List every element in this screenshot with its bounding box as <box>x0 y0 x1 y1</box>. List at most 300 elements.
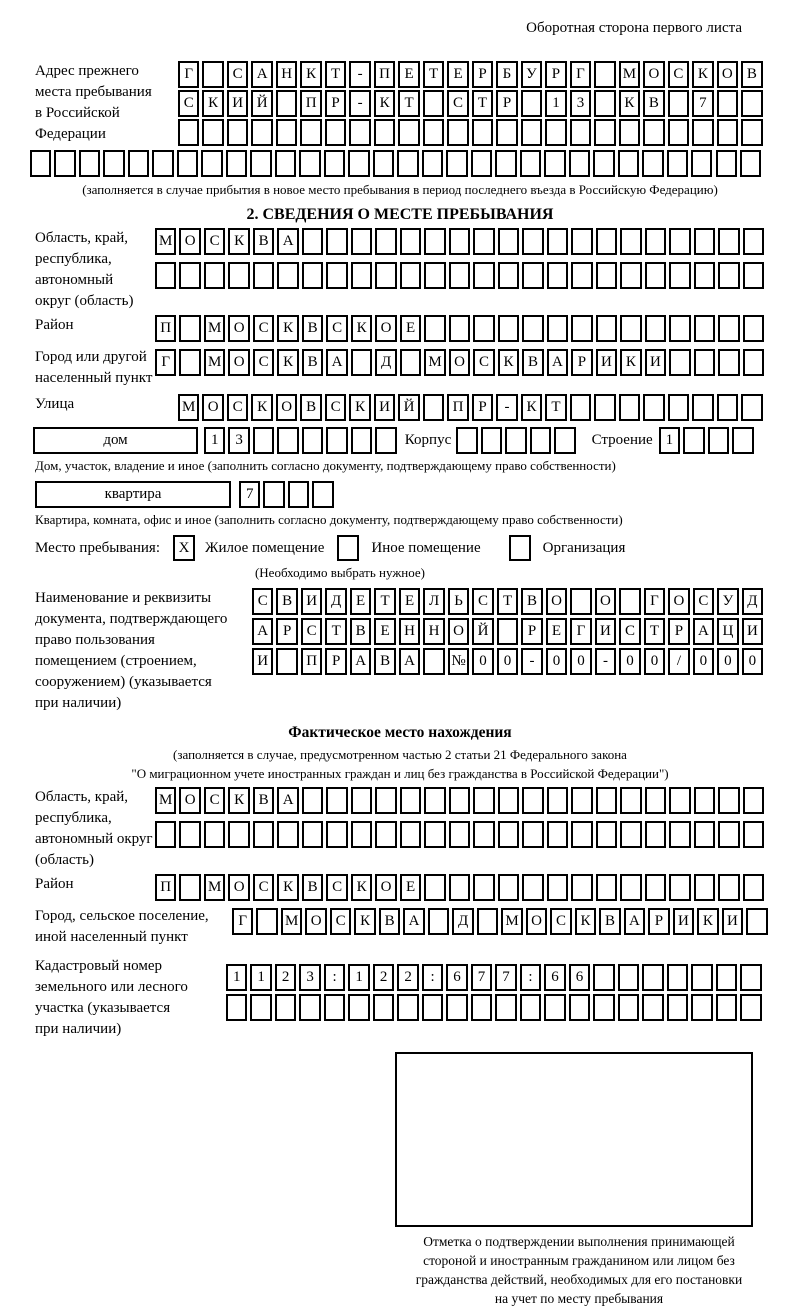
char-cell[interactable] <box>570 394 591 421</box>
char-cell[interactable]: С <box>550 908 571 935</box>
char-cell[interactable] <box>645 228 666 255</box>
char-cell[interactable] <box>594 90 615 117</box>
char-cell[interactable] <box>373 994 394 1021</box>
char-cell[interactable] <box>642 150 663 177</box>
char-cell[interactable]: - <box>521 648 542 675</box>
char-cell[interactable]: В <box>522 349 543 376</box>
char-cell[interactable]: И <box>645 349 666 376</box>
char-cell[interactable] <box>743 874 764 901</box>
char-cell[interactable] <box>446 150 467 177</box>
char-cell[interactable]: С <box>252 588 273 615</box>
char-cell[interactable]: Р <box>472 61 493 88</box>
char-cell[interactable] <box>302 787 323 814</box>
char-cell[interactable]: О <box>276 394 297 421</box>
char-cell[interactable] <box>544 994 565 1021</box>
char-cell[interactable]: 0 <box>546 648 567 675</box>
char-cell[interactable] <box>351 427 372 454</box>
char-cell[interactable] <box>325 119 346 146</box>
char-cell[interactable]: Е <box>447 61 468 88</box>
char-cell[interactable]: Д <box>375 349 396 376</box>
char-cell[interactable] <box>746 908 767 935</box>
char-cell[interactable] <box>178 119 199 146</box>
char-cell[interactable] <box>554 427 575 454</box>
char-cell[interactable] <box>619 119 640 146</box>
char-cell[interactable] <box>571 821 592 848</box>
char-cell[interactable] <box>351 228 372 255</box>
char-cell[interactable]: М <box>501 908 522 935</box>
char-cell[interactable] <box>716 150 737 177</box>
char-cell[interactable]: С <box>204 228 225 255</box>
char-cell[interactable] <box>683 427 704 454</box>
char-cell[interactable] <box>128 150 149 177</box>
char-cell[interactable] <box>226 994 247 1021</box>
char-cell[interactable] <box>743 262 764 289</box>
char-cell[interactable]: В <box>350 618 371 645</box>
char-cell[interactable]: К <box>498 349 519 376</box>
char-cell[interactable] <box>498 821 519 848</box>
char-cell[interactable]: С <box>178 90 199 117</box>
char-cell[interactable] <box>423 90 444 117</box>
char-cell[interactable] <box>619 588 640 615</box>
char-cell[interactable] <box>449 874 470 901</box>
char-cell[interactable] <box>449 228 470 255</box>
char-cell[interactable] <box>424 787 445 814</box>
char-cell[interactable]: С <box>227 61 248 88</box>
char-cell[interactable] <box>643 119 664 146</box>
char-cell[interactable]: К <box>521 394 542 421</box>
char-cell[interactable] <box>593 150 614 177</box>
char-cell[interactable]: Т <box>423 61 444 88</box>
char-cell[interactable]: 2 <box>275 964 296 991</box>
char-cell[interactable]: 2 <box>397 964 418 991</box>
char-cell[interactable] <box>596 228 617 255</box>
char-cell[interactable] <box>424 315 445 342</box>
char-cell[interactable]: С <box>253 315 274 342</box>
char-cell[interactable] <box>741 90 762 117</box>
char-cell[interactable] <box>645 262 666 289</box>
char-cell[interactable]: П <box>155 315 176 342</box>
char-cell[interactable]: С <box>326 874 347 901</box>
char-cell[interactable] <box>471 994 492 1021</box>
char-cell[interactable]: И <box>722 908 743 935</box>
char-cell[interactable] <box>545 119 566 146</box>
char-cell[interactable] <box>717 119 738 146</box>
char-cell[interactable] <box>397 994 418 1021</box>
char-cell[interactable] <box>103 150 124 177</box>
char-cell[interactable]: К <box>374 90 395 117</box>
char-cell[interactable] <box>276 648 297 675</box>
char-cell[interactable]: И <box>301 588 322 615</box>
char-cell[interactable]: Е <box>400 874 421 901</box>
char-cell[interactable]: М <box>619 61 640 88</box>
char-cell[interactable]: О <box>448 618 469 645</box>
char-cell[interactable]: А <box>403 908 424 935</box>
char-cell[interactable] <box>498 315 519 342</box>
char-cell[interactable] <box>449 821 470 848</box>
char-cell[interactable] <box>544 150 565 177</box>
char-cell[interactable]: Т <box>545 394 566 421</box>
char-cell[interactable] <box>253 427 274 454</box>
char-cell[interactable]: С <box>330 908 351 935</box>
char-cell[interactable]: О <box>595 588 616 615</box>
char-cell[interactable]: Е <box>374 618 395 645</box>
char-cell[interactable] <box>522 787 543 814</box>
char-cell[interactable]: 0 <box>472 648 493 675</box>
char-cell[interactable]: К <box>300 61 321 88</box>
char-cell[interactable] <box>619 394 640 421</box>
char-cell[interactable]: И <box>673 908 694 935</box>
char-cell[interactable]: О <box>228 349 249 376</box>
char-cell[interactable] <box>179 262 200 289</box>
char-cell[interactable] <box>694 315 715 342</box>
char-cell[interactable] <box>30 150 51 177</box>
char-cell[interactable] <box>522 262 543 289</box>
char-cell[interactable]: В <box>276 588 297 615</box>
char-cell[interactable]: К <box>354 908 375 935</box>
char-cell[interactable] <box>547 228 568 255</box>
char-cell[interactable]: М <box>178 394 199 421</box>
char-cell[interactable]: О <box>179 228 200 255</box>
char-cell[interactable] <box>326 787 347 814</box>
char-cell[interactable] <box>593 964 614 991</box>
char-cell[interactable] <box>472 119 493 146</box>
char-cell[interactable] <box>694 787 715 814</box>
char-cell[interactable] <box>718 228 739 255</box>
char-cell[interactable] <box>54 150 75 177</box>
char-cell[interactable] <box>373 150 394 177</box>
char-cell[interactable] <box>473 262 494 289</box>
char-cell[interactable]: И <box>742 618 763 645</box>
char-cell[interactable]: Й <box>251 90 272 117</box>
char-cell[interactable]: К <box>575 908 596 935</box>
char-cell[interactable] <box>618 150 639 177</box>
char-cell[interactable] <box>571 874 592 901</box>
char-cell[interactable] <box>351 787 372 814</box>
char-cell[interactable]: П <box>447 394 468 421</box>
char-cell[interactable]: М <box>204 349 225 376</box>
char-cell[interactable]: В <box>302 349 323 376</box>
char-cell[interactable]: 3 <box>570 90 591 117</box>
char-cell[interactable]: 2 <box>373 964 394 991</box>
char-cell[interactable]: : <box>422 964 443 991</box>
char-cell[interactable] <box>718 821 739 848</box>
stay-type-checkbox-residential[interactable]: X <box>173 535 195 561</box>
char-cell[interactable] <box>423 394 444 421</box>
char-cell[interactable]: 1 <box>250 964 271 991</box>
char-cell[interactable]: 0 <box>570 648 591 675</box>
char-cell[interactable] <box>397 150 418 177</box>
char-cell[interactable] <box>423 119 444 146</box>
char-cell[interactable] <box>375 787 396 814</box>
char-cell[interactable] <box>668 90 689 117</box>
char-cell[interactable]: С <box>668 61 689 88</box>
char-cell[interactable]: 3 <box>299 964 320 991</box>
char-cell[interactable] <box>694 349 715 376</box>
char-cell[interactable]: С <box>301 618 322 645</box>
char-cell[interactable] <box>179 315 200 342</box>
char-cell[interactable] <box>668 119 689 146</box>
char-cell[interactable] <box>202 61 223 88</box>
char-cell[interactable]: 0 <box>644 648 665 675</box>
char-cell[interactable]: А <box>693 618 714 645</box>
char-cell[interactable] <box>618 994 639 1021</box>
char-cell[interactable]: Е <box>398 61 419 88</box>
char-cell[interactable] <box>717 394 738 421</box>
char-cell[interactable] <box>348 150 369 177</box>
char-cell[interactable]: В <box>374 648 395 675</box>
char-cell[interactable] <box>204 821 225 848</box>
char-cell[interactable]: Д <box>742 588 763 615</box>
char-cell[interactable]: Т <box>325 61 346 88</box>
char-cell[interactable]: Р <box>325 90 346 117</box>
char-cell[interactable] <box>351 349 372 376</box>
char-cell[interactable] <box>276 119 297 146</box>
char-cell[interactable]: В <box>379 908 400 935</box>
char-cell[interactable] <box>596 821 617 848</box>
char-cell[interactable]: 6 <box>569 964 590 991</box>
char-cell[interactable]: / <box>668 648 689 675</box>
char-cell[interactable] <box>694 874 715 901</box>
char-cell[interactable] <box>481 427 502 454</box>
char-cell[interactable] <box>456 427 477 454</box>
char-cell[interactable]: 6 <box>544 964 565 991</box>
char-cell[interactable] <box>349 119 370 146</box>
char-cell[interactable] <box>251 119 272 146</box>
char-cell[interactable] <box>547 874 568 901</box>
char-cell[interactable] <box>708 427 729 454</box>
char-cell[interactable]: О <box>202 394 223 421</box>
char-cell[interactable] <box>530 427 551 454</box>
char-cell[interactable]: П <box>374 61 395 88</box>
char-cell[interactable]: Н <box>276 61 297 88</box>
char-cell[interactable] <box>669 787 690 814</box>
char-cell[interactable] <box>522 228 543 255</box>
char-cell[interactable]: О <box>375 874 396 901</box>
char-cell[interactable] <box>400 349 421 376</box>
char-cell[interactable] <box>741 119 762 146</box>
char-cell[interactable]: П <box>155 874 176 901</box>
char-cell[interactable] <box>79 150 100 177</box>
char-cell[interactable] <box>520 994 541 1021</box>
char-cell[interactable]: Е <box>350 588 371 615</box>
char-cell[interactable]: А <box>251 61 272 88</box>
char-cell[interactable]: С <box>472 588 493 615</box>
char-cell[interactable] <box>422 994 443 1021</box>
char-cell[interactable] <box>497 618 518 645</box>
char-cell[interactable]: Б <box>496 61 517 88</box>
char-cell[interactable] <box>718 262 739 289</box>
char-cell[interactable] <box>449 262 470 289</box>
char-cell[interactable]: 6 <box>446 964 467 991</box>
char-cell[interactable]: В <box>302 315 323 342</box>
char-cell[interactable] <box>400 228 421 255</box>
char-cell[interactable] <box>620 787 641 814</box>
char-cell[interactable]: Р <box>571 349 592 376</box>
char-cell[interactable] <box>228 821 249 848</box>
char-cell[interactable]: П <box>300 90 321 117</box>
char-cell[interactable] <box>570 588 591 615</box>
char-cell[interactable] <box>571 787 592 814</box>
char-cell[interactable]: Н <box>423 618 444 645</box>
char-cell[interactable] <box>596 315 617 342</box>
char-cell[interactable] <box>253 262 274 289</box>
char-cell[interactable]: Р <box>496 90 517 117</box>
char-cell[interactable] <box>594 61 615 88</box>
char-cell[interactable]: О <box>717 61 738 88</box>
char-cell[interactable]: 0 <box>717 648 738 675</box>
char-cell[interactable]: Д <box>325 588 346 615</box>
char-cell[interactable] <box>718 874 739 901</box>
char-cell[interactable]: В <box>643 90 664 117</box>
char-cell[interactable]: Т <box>472 90 493 117</box>
char-cell[interactable]: Т <box>644 618 665 645</box>
char-cell[interactable] <box>571 262 592 289</box>
char-cell[interactable] <box>691 994 712 1021</box>
char-cell[interactable] <box>645 821 666 848</box>
char-cell[interactable]: Е <box>546 618 567 645</box>
char-cell[interactable]: В <box>302 874 323 901</box>
char-cell[interactable] <box>743 787 764 814</box>
char-cell[interactable]: К <box>349 394 370 421</box>
char-cell[interactable] <box>299 994 320 1021</box>
char-cell[interactable] <box>400 787 421 814</box>
char-cell[interactable] <box>299 150 320 177</box>
char-cell[interactable] <box>424 874 445 901</box>
char-cell[interactable]: В <box>253 787 274 814</box>
char-cell[interactable] <box>669 821 690 848</box>
char-cell[interactable] <box>521 90 542 117</box>
char-cell[interactable]: С <box>204 787 225 814</box>
char-cell[interactable]: Р <box>648 908 669 935</box>
char-cell[interactable]: К <box>277 874 298 901</box>
char-cell[interactable]: - <box>496 394 517 421</box>
char-cell[interactable]: М <box>204 874 225 901</box>
char-cell[interactable] <box>498 228 519 255</box>
char-cell[interactable]: О <box>305 908 326 935</box>
char-cell[interactable]: О <box>546 588 567 615</box>
char-cell[interactable]: Г <box>155 349 176 376</box>
char-cell[interactable] <box>471 150 492 177</box>
char-cell[interactable]: А <box>277 787 298 814</box>
char-cell[interactable] <box>547 787 568 814</box>
char-cell[interactable]: 1 <box>545 90 566 117</box>
char-cell[interactable]: П <box>301 648 322 675</box>
char-cell[interactable] <box>473 315 494 342</box>
char-cell[interactable] <box>620 821 641 848</box>
char-cell[interactable] <box>326 427 347 454</box>
char-cell[interactable] <box>423 648 444 675</box>
char-cell[interactable]: К <box>228 228 249 255</box>
char-cell[interactable] <box>302 427 323 454</box>
char-cell[interactable]: № <box>448 648 469 675</box>
char-cell[interactable] <box>620 315 641 342</box>
char-cell[interactable] <box>477 908 498 935</box>
char-cell[interactable]: К <box>692 61 713 88</box>
char-cell[interactable] <box>594 394 615 421</box>
char-cell[interactable] <box>400 821 421 848</box>
char-cell[interactable] <box>570 119 591 146</box>
char-cell[interactable]: Ь <box>448 588 469 615</box>
char-cell[interactable]: Т <box>497 588 518 615</box>
char-cell[interactable] <box>716 964 737 991</box>
char-cell[interactable] <box>547 821 568 848</box>
char-cell[interactable] <box>571 228 592 255</box>
char-cell[interactable] <box>596 262 617 289</box>
char-cell[interactable] <box>691 150 712 177</box>
char-cell[interactable] <box>505 427 526 454</box>
char-cell[interactable] <box>275 150 296 177</box>
char-cell[interactable] <box>277 821 298 848</box>
char-cell[interactable]: К <box>620 349 641 376</box>
char-cell[interactable]: С <box>473 349 494 376</box>
char-cell[interactable]: С <box>325 394 346 421</box>
char-cell[interactable] <box>498 262 519 289</box>
char-cell[interactable]: Г <box>232 908 253 935</box>
char-cell[interactable]: М <box>281 908 302 935</box>
char-cell[interactable] <box>179 349 200 376</box>
char-cell[interactable] <box>473 787 494 814</box>
char-cell[interactable] <box>263 481 284 508</box>
char-cell[interactable] <box>743 349 764 376</box>
char-cell[interactable]: И <box>596 349 617 376</box>
char-cell[interactable] <box>227 119 248 146</box>
char-cell[interactable]: О <box>179 787 200 814</box>
char-cell[interactable] <box>288 481 309 508</box>
char-cell[interactable] <box>521 119 542 146</box>
char-cell[interactable] <box>547 262 568 289</box>
char-cell[interactable] <box>569 150 590 177</box>
char-cell[interactable] <box>179 821 200 848</box>
char-cell[interactable] <box>596 787 617 814</box>
char-cell[interactable] <box>275 994 296 1021</box>
char-cell[interactable] <box>620 874 641 901</box>
char-cell[interactable] <box>424 262 445 289</box>
char-cell[interactable] <box>668 394 689 421</box>
char-cell[interactable] <box>202 119 223 146</box>
char-cell[interactable] <box>743 315 764 342</box>
char-cell[interactable] <box>473 874 494 901</box>
char-cell[interactable] <box>669 228 690 255</box>
char-cell[interactable] <box>694 262 715 289</box>
char-cell[interactable] <box>351 262 372 289</box>
char-cell[interactable]: Д <box>452 908 473 935</box>
char-cell[interactable]: С <box>326 315 347 342</box>
char-cell[interactable] <box>302 262 323 289</box>
char-cell[interactable] <box>642 964 663 991</box>
char-cell[interactable] <box>743 228 764 255</box>
char-cell[interactable]: М <box>155 228 176 255</box>
char-cell[interactable]: К <box>351 874 372 901</box>
char-cell[interactable] <box>691 964 712 991</box>
char-cell[interactable]: Н <box>399 618 420 645</box>
char-cell[interactable] <box>351 821 372 848</box>
char-cell[interactable] <box>473 228 494 255</box>
char-cell[interactable] <box>326 821 347 848</box>
char-cell[interactable] <box>620 262 641 289</box>
char-cell[interactable] <box>302 228 323 255</box>
char-cell[interactable] <box>594 119 615 146</box>
char-cell[interactable]: Е <box>400 315 421 342</box>
char-cell[interactable] <box>155 262 176 289</box>
char-cell[interactable] <box>618 964 639 991</box>
char-cell[interactable] <box>743 821 764 848</box>
char-cell[interactable] <box>250 994 271 1021</box>
char-cell[interactable]: 0 <box>619 648 640 675</box>
char-cell[interactable] <box>374 119 395 146</box>
char-cell[interactable] <box>424 821 445 848</box>
char-cell[interactable] <box>740 150 761 177</box>
char-cell[interactable]: Г <box>570 61 591 88</box>
